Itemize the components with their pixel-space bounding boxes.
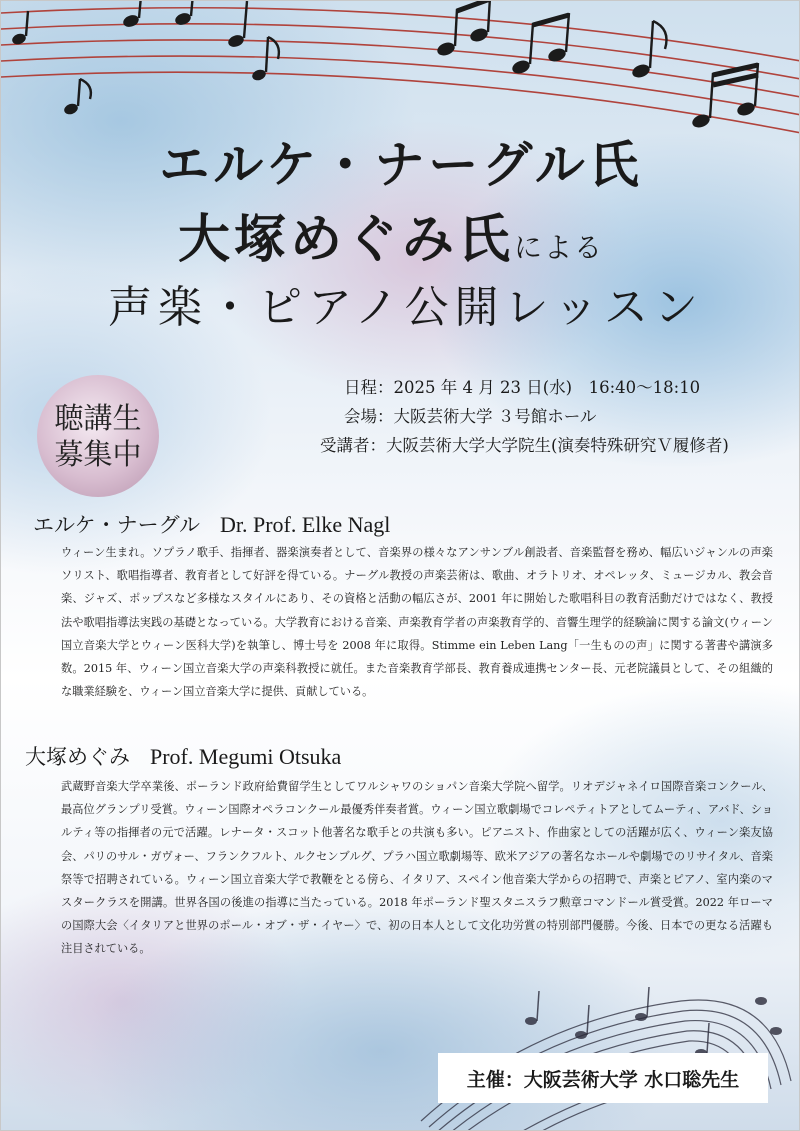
instructor-name-ja: 大塚めぐみ (25, 745, 130, 769)
host-label: 主催：大阪芸術大学 水口聡先生 (438, 1053, 768, 1103)
title-line-1: エルケ・ナーグル氏 (159, 136, 643, 194)
title-line-2 (0, 197, 791, 272)
event-venue-value: 大阪芸術大学 ３号館ホール (393, 407, 597, 426)
instructor-name-1 (33, 509, 390, 539)
instructor-bio-1: ウィーン生まれ。ソプラノ歌手、指揮者、器楽演奏者として、音楽界の様々なアンサンブル創設者、音楽監督を務め、幅広いジャンルの声楽ソリスト、歌唱指導者、教育者として好評を得ている。ナーグル教授の声楽芸術は、歌曲、オラトリオ、オペレッタ、ミュージカル、教会音楽、ジャズ、ポップスなど多様なスタイルにあり、その資格と活動の幅広さが、2001 年に開始した歌唱科目の教育活動だけではなく、教授法や歌唱指導法実践の基礎となっている。大学教育における音楽、声楽教育学者の声楽教育学的、音響生理学的経験論に関する論文(ウィーン国立音楽大学とウィーン医科大学)を執筆し、博士号を 2008 年に取得。Stimme ein Leben Lang「一生ものの声」に関する著書や講演多数。2015 年、ウィーン国立音楽大学の声楽科教授に就任。また音楽教育学部長、教育養成連携センター長、元老院議員として、その組織的な職業経験を、ウィーン国立音楽大学に提供、貢献している。 (61, 546, 773, 699)
music-notes (11, 1, 758, 130)
instructor-name-ja: エルケ・ナーグル (33, 513, 200, 537)
title-line-2-main: 大塚めぐみ氏 (177, 210, 514, 270)
event-participants (320, 431, 729, 460)
instructor-name-en: Prof. Megumi Otsuka (150, 744, 342, 769)
instructor-name-2 (25, 741, 341, 771)
event-info (320, 373, 729, 460)
event-venue (334, 402, 729, 431)
event-venue-label: 会場： (344, 407, 394, 426)
event-date-label: 日程： (344, 378, 394, 397)
event-participants-value: 大阪芸術大学大学院生(演奏特殊研究Ｖ履修者) (386, 436, 729, 455)
recruitment-badge (37, 375, 159, 497)
music-staff-spiral (381, 961, 800, 1131)
title-line-3: 声楽・ピアノ公開レッスン (107, 282, 705, 333)
event-date-value: 2025 年 4 月 23 日(水) 16:40～18:10 (393, 378, 701, 397)
instructor-name-en: Dr. Prof. Elke Nagl (219, 512, 391, 537)
badge-line-1: 聴講生 (54, 401, 142, 435)
event-date (334, 373, 729, 402)
title-line-2-suffix: による (514, 231, 605, 264)
instructor-bio-2: 武蔵野音楽大学卒業後、ポーランド政府給費留学生としてワルシャワのショパン音楽大学院へ留学。リオデジャネイロ国際音楽コンクール、最高位グランプリ受賞。ウィーン国際オペラコンクール最優秀伴奏者賞。ウィーン国立歌劇場でコレペティトアとしてムーティ、アバド、ショルティ等の指揮者の元で活躍。レナータ・スコット他著名な歌手との共演も多い。ピアニスト、作曲家としての活躍が広く、ウィーン楽友協会、パリのサル・ガヴォー、フランクフルト、ルクセンブルグ、プラハ国立歌劇場等、欧米アジアの著名なホールや劇場でのリサイタル、音楽祭等で招聘されている。ウィーン国立音楽大学で教鞭をとる傍ら、イタリア、スペイン他音楽大学からの招聘で、声楽とピアノ、室内楽のマスタークラスを開講。世界各国の後進の指導に当たっている。2018 年ポーランド聖スタニスラフ勲章コマンドール賞受賞。2022 年ローマの国際大会〈イタリアと世界のポール・オブ・ザ・イヤー〉で、初の日本人として文化功労賞の特別部門優勝。今後、日本での更なる活躍も注目されている。 (61, 780, 773, 956)
badge-line-2: 募集中 (54, 437, 142, 471)
event-participants-label: 受講者： (320, 436, 386, 455)
